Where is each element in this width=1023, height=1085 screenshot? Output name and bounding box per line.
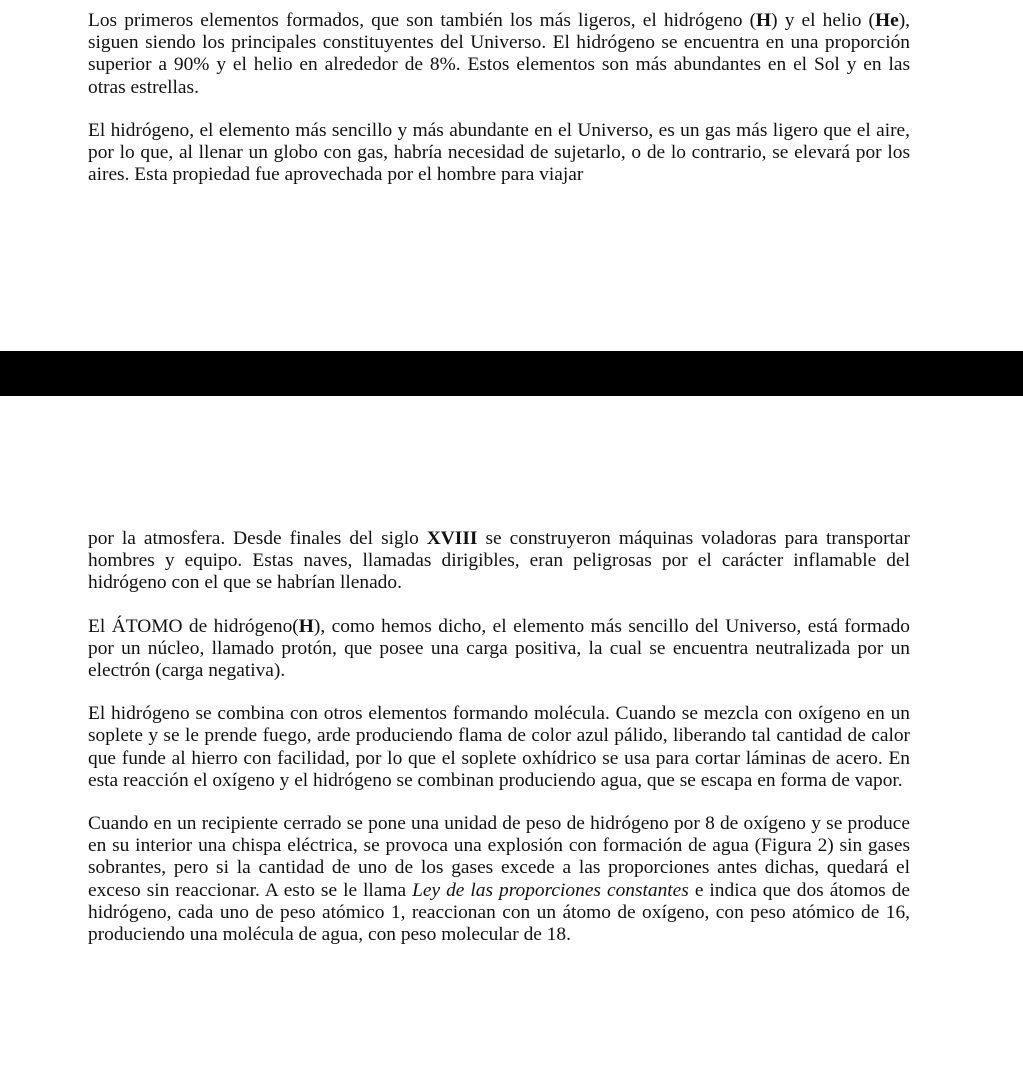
text-span: Los primeros elementos formados, que son también los más ligeros, el hidrógeno ( [88, 10, 757, 31]
text-span: e indica que dos átomos de hidrógeno, cada uno de peso atómico 1, reaccionan con un átomo de oxígeno, con peso atómico de 16, produciendo una molécula de agua, con peso molecular de 18. [88, 879, 910, 946]
text-span: El hidrógeno, el elemento más sencillo y más abundante en el Universo, es un gas más ligero que el aire, por lo que, al llenar un globo con gas, habría necesidad de sujetarlo, o de lo contrario, se elevará por los aires. Esta propiedad fue aprovechada por el hombre para viajar [88, 119, 910, 186]
page-top-section [88, 10, 910, 207]
paragraph-combustion [88, 703, 910, 792]
text-span: se construyeron máquinas voladoras para transportar hombres y equipo. Estas naves, llamadas dirigibles, eran peligrosas por el carácter inflamable del hidrógeno con el que se habrían llenado. [88, 528, 910, 594]
text-span: El ÁTOMO de hidrógeno( [88, 615, 299, 637]
page-bottom-section [88, 528, 910, 967]
paragraph-constant-proportions [88, 813, 910, 946]
bold-century: XVIII [426, 528, 478, 549]
text-span: Cuando en un recipiente cerrado se pone una unidad de peso de hidrógeno por 8 de oxígeno y se produce en su interior una chispa eléctrica, se provoca una explosión con formación de agua (Figura 2) sin gases sobrantes, pero si la cantidad de uno de los gases excede a las proporciones antes dichas, quedará el exceso sin reaccionar. A esto se le llama [88, 813, 910, 901]
bold-symbol-h: H [756, 10, 772, 31]
text-span: ) y el helio ( [771, 10, 875, 31]
text-span: El hidrógeno se combina con otros elementos formando molécula. Cuando se mezcla con oxígeno en un soplete y se le prende fuego, arde produciendo flama de color azul pálido, liberando tal cantidad de calor que funde al hierro con facilidad, por lo que el soplete oxhídrico se usa para cortar láminas de acero. En esta reacción el oxígeno y el hidrógeno se combinan produciendo agua, que se escapa en forma de vapor. [88, 703, 910, 791]
bold-symbol-h: H [298, 615, 314, 637]
text-span: ), siguen siendo los principales constituyentes del Universo. El hidrógeno se encuentra en una proporción superior a 90% y el helio en alrededor de 8%. Estos elementos son más abundantes en el Sol y en las otras estrellas. [88, 10, 910, 98]
text-span: por la atmosfera. Desde finales del siglo [88, 528, 427, 549]
bold-symbol-he: He [874, 10, 899, 31]
paragraph-hydrogen-helium [88, 10, 910, 99]
black-separator-bar [0, 351, 1023, 396]
italic-law-name: Ley de las proporciones constantes [412, 879, 689, 901]
paragraph-atom [88, 616, 910, 683]
text-span: ), como hemos dicho, el elemento más sencillo del Universo, está formado por un núcleo, llamado protón, que posee una carga positiva, la cual se encuentra neutralizada por un electrón (carga negativa). [88, 615, 910, 682]
paragraph-hydrogen-gas [88, 120, 910, 187]
paragraph-dirigibles [88, 528, 910, 595]
